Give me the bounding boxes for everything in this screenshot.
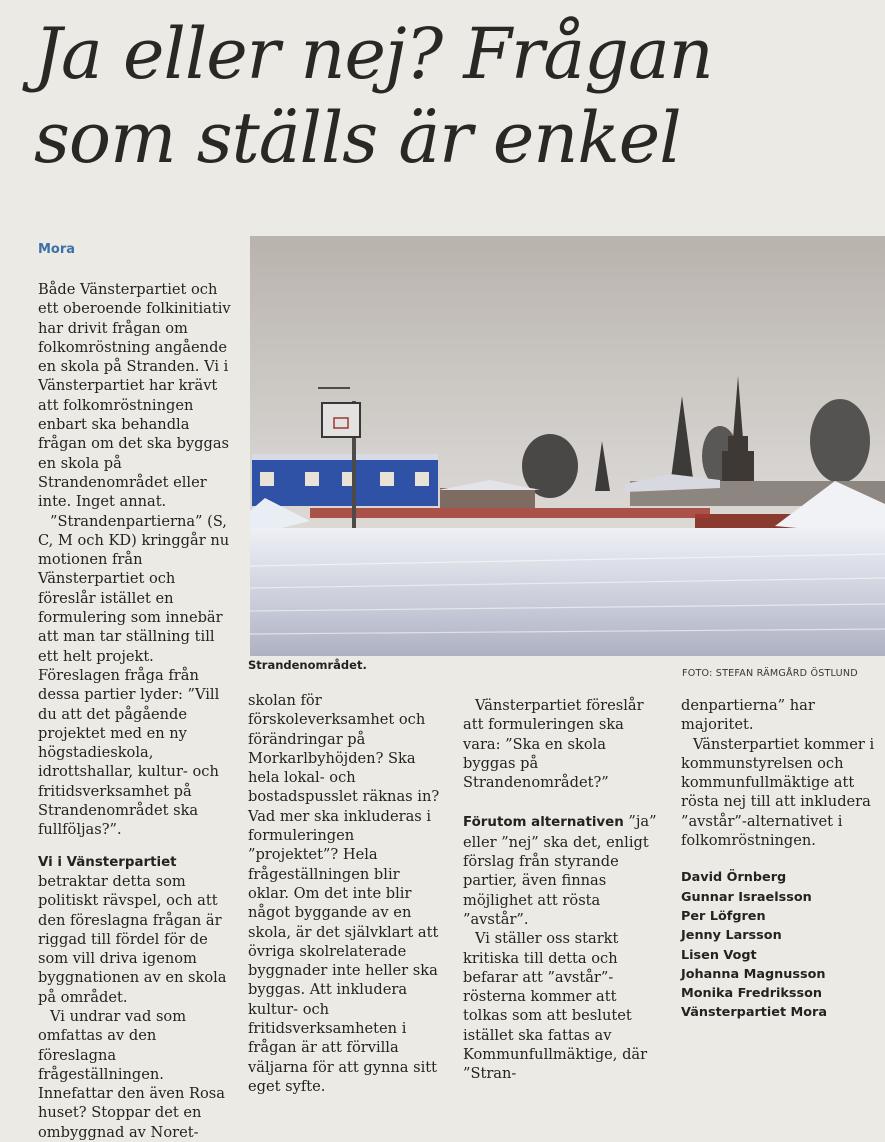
paragraph-lead: Vi i Vänsterpartiet (38, 854, 177, 870)
article-column-2 (248, 691, 443, 1096)
paragraph: ”Strandenpartierna” (S, C, M och KD) kringgår nu motionen från Vänsterpartiet och föreslår istället en formulering som innebär att man tar ställning till ett helt projekt. Föreslagen fråga från dessa partier lyder: ”Vill du att det pågående projektet med en ny högstadieskola, idrottshallar, kultur- och fritidsverksamhet på Strandenområdet ska fullföljas?”. (38, 512, 230, 839)
snowy-schoolyard-photo (250, 236, 885, 656)
article-column-1 (38, 280, 234, 1142)
headline-line-1: Ja eller nej? Frågan (34, 13, 713, 95)
signature-name: Lisen Vogt (681, 947, 757, 963)
signatures (681, 868, 880, 1022)
paragraph: Både Vänsterpartiet och ett oberoende folkinitiativ har drivit frågan om folkomröstning angående en skola på Stranden. Vi i Vänsterpartiet har krävt att folkomröstningen enbart ska behandla frågan om det ska byggas en skola på Strandenområdet eller inte. Inget annat. (38, 281, 231, 511)
paragraph: skolan för förskoleverksamhet och förändringar på Morkarlbyhöjden? Ska hela lokal- och bostadspusslet räknas in? Vad mer ska inkluderas i formuleringen ”projektet”? Hela frågeställningen blir oklar. Om det inte blir något byggande av en skola, är det självklart att övriga skolrelaterade byggnader inte heller ska byggas. Att inkludera kultur- och fritidsverksamheten i frågan är att förvilla väljarna för att gynna sitt eget syfte. (248, 692, 440, 1095)
paragraph: Vänsterpartiet föreslår att formuleringen ska vara: ”Ska en skola byggas på Strandenområdet?” (463, 697, 644, 792)
paragraph: Vi i Vänsterpartiet betraktar detta som politiskt rävspel, och att den föreslagna frågan är riggad till fördel för de som vill driva igenom byggnationen av en skola på området. (38, 854, 227, 1006)
paragraph: Vänsterpartiet kommer i kommunstyrelsen och kommunfullmäktige att rösta nej till att inkludera ”avstår”-alternativet i folkomröstningen. (681, 735, 875, 850)
signature-name: Monika Fredriksson (681, 986, 823, 1002)
headline (34, 12, 874, 180)
headline-line-2: som ställs är enkel (34, 97, 681, 179)
paragraph: Vi ställer oss starkt kritiska till detta och befarar att ”avstår”-rösterna kommer att tolkas som att beslutet istället ska fattas av Kommunfullmäktige, där ”Stran- (463, 930, 648, 1083)
article-column-3 (463, 696, 661, 1084)
paragraph: Förutom alternativen ”ja” eller ”nej” ska det, enligt förslag från styrande partier, även finnas möjlighet att rösta ”avstår”. (463, 813, 657, 928)
signature-name: Per Löfgren (681, 908, 766, 924)
signature-name: Jenny Larsson (681, 928, 782, 944)
photo-caption: Strandenområdet. (248, 658, 367, 672)
photo-credit: FOTO: STEFAN RÄMGÅRD ÖSTLUND (682, 668, 858, 679)
signature-organization: Vänsterpartiet Mora (681, 1005, 828, 1021)
paragraph: denpartierna” har majoritet. (681, 697, 815, 734)
signature-name: Gunnar Israelsson (681, 889, 812, 905)
paragraph-lead: Förutom alternativen (463, 815, 624, 831)
signature-name: Johanna Magnusson (681, 966, 826, 982)
signature-name: David Örnberg (681, 870, 787, 886)
article-photo (250, 236, 885, 656)
kicker-location: Mora (38, 242, 76, 257)
paragraph: Vi undrar vad som omfattas av den föreslagna frågeställningen. Innefattar den även Rosa huset? Stoppar det en ombyggnad av Noret- (38, 1007, 225, 1141)
article-column-4 (681, 696, 880, 1023)
